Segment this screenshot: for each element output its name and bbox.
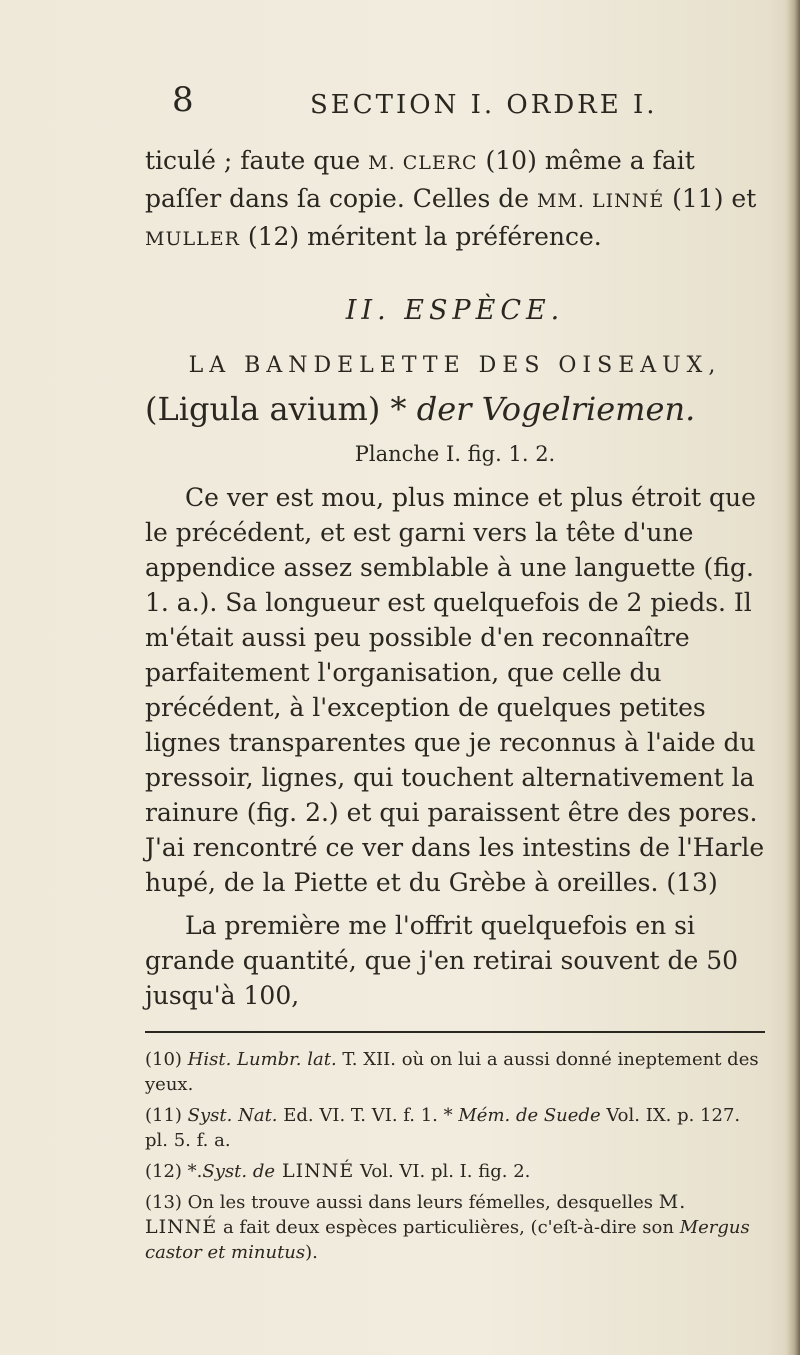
author-name: MM. LINNÉ — [536, 190, 665, 212]
footnote-rule — [145, 1031, 765, 1033]
species-name: LA BANDELETTE DES OISEAUX, — [188, 353, 722, 378]
footnote-13 — [145, 1190, 765, 1265]
running-head: SECTION I. ORDRE I. — [310, 90, 658, 120]
footnote-source: Hist. Lumbr. lat. — [187, 1049, 337, 1070]
footnote-10 — [145, 1047, 765, 1097]
footnote-text: Vol. VI. pl. I. fig. 2. — [354, 1161, 531, 1182]
text-run: (11) et — [664, 184, 757, 213]
text-run: (10) même a fait paſſer dans ſa copie. Celles de — [145, 146, 695, 213]
footnote-text: T. XII. où on lui a aussi donné ineptement des yeux. — [145, 1049, 759, 1095]
footnote-source: Mém. de Suede — [458, 1105, 601, 1126]
paragraph-continuation — [145, 143, 765, 257]
latin-name: (Ligula avium) — [145, 390, 391, 428]
page-number: 8 — [172, 80, 194, 120]
footnote-number: (10) — [145, 1049, 188, 1070]
footnote-text: ). — [305, 1242, 318, 1263]
page-edge-shadow — [786, 0, 800, 1355]
author-name: MULLER — [145, 228, 240, 250]
species-latin-line — [145, 387, 765, 431]
footnote-source: Syst. de — [202, 1161, 275, 1182]
paragraph-quantity: La première me l'offrit quelquefois en si grande quantité, que j'en retirai souvent de 50 jusqu'à 100, — [145, 911, 739, 1010]
footnote-text: (13) On les trouve aussi dans leurs fémelles, desquelles — [145, 1192, 659, 1213]
footnote-text: Vol. IX. p. 127. pl. 5. f. a. — [145, 1105, 741, 1151]
species-names: Mergus castor et minutus — [145, 1217, 750, 1263]
author-name: M. LINNÉ — [145, 1191, 687, 1238]
page-header — [0, 80, 800, 120]
footnote-text: Ed. VI. T. VI. f. 1. * — [277, 1105, 459, 1126]
text-run: ticulé ; faute que — [145, 146, 369, 175]
author-name: LINNÉ — [275, 1160, 355, 1182]
footnote-text: a fait deux espèces particulières, (c'eſt-à-dire son — [217, 1217, 680, 1238]
footnote-number: (12) *. — [145, 1161, 203, 1182]
footnote-11 — [145, 1103, 765, 1153]
species-heading: II. ESPÈCE. — [345, 295, 565, 326]
footnotes — [145, 1047, 765, 1265]
text-run: (12) méritent la préférence. — [239, 222, 602, 251]
plate-reference: Planche I. fig. 1. 2. — [354, 442, 556, 466]
footnote-number: (11) — [145, 1105, 188, 1126]
footnote-source: Syst. Nat. — [187, 1105, 278, 1126]
author-name: M. CLERC — [368, 152, 478, 174]
paragraph-description: Ce ver est mou, plus mince et plus étroit que le précédent, et est garni vers la tête d'une appendice assez semblable à une languette (fig. 1. a.). Sa longueur est quelquefois de 2 pieds. Il m'était aussi peu possible d'en reconnaître parfaitement l'organisation, que celle du précédent, à l'exception de quelques petites lignes transparentes que je reconnus à l'aide du pressoir, lignes, qui touchent alternativement la rainure (fig. 2.) et qui paraissent être des pores. J'ai rencontré ce ver dans les intestins de l'Harle hupé, de la Piette et du Grèbe à oreilles. (13) — [145, 483, 765, 897]
main-text — [145, 143, 765, 1271]
footnote-12 — [145, 1159, 765, 1184]
german-name: * der Vogelriemen. — [390, 390, 696, 428]
